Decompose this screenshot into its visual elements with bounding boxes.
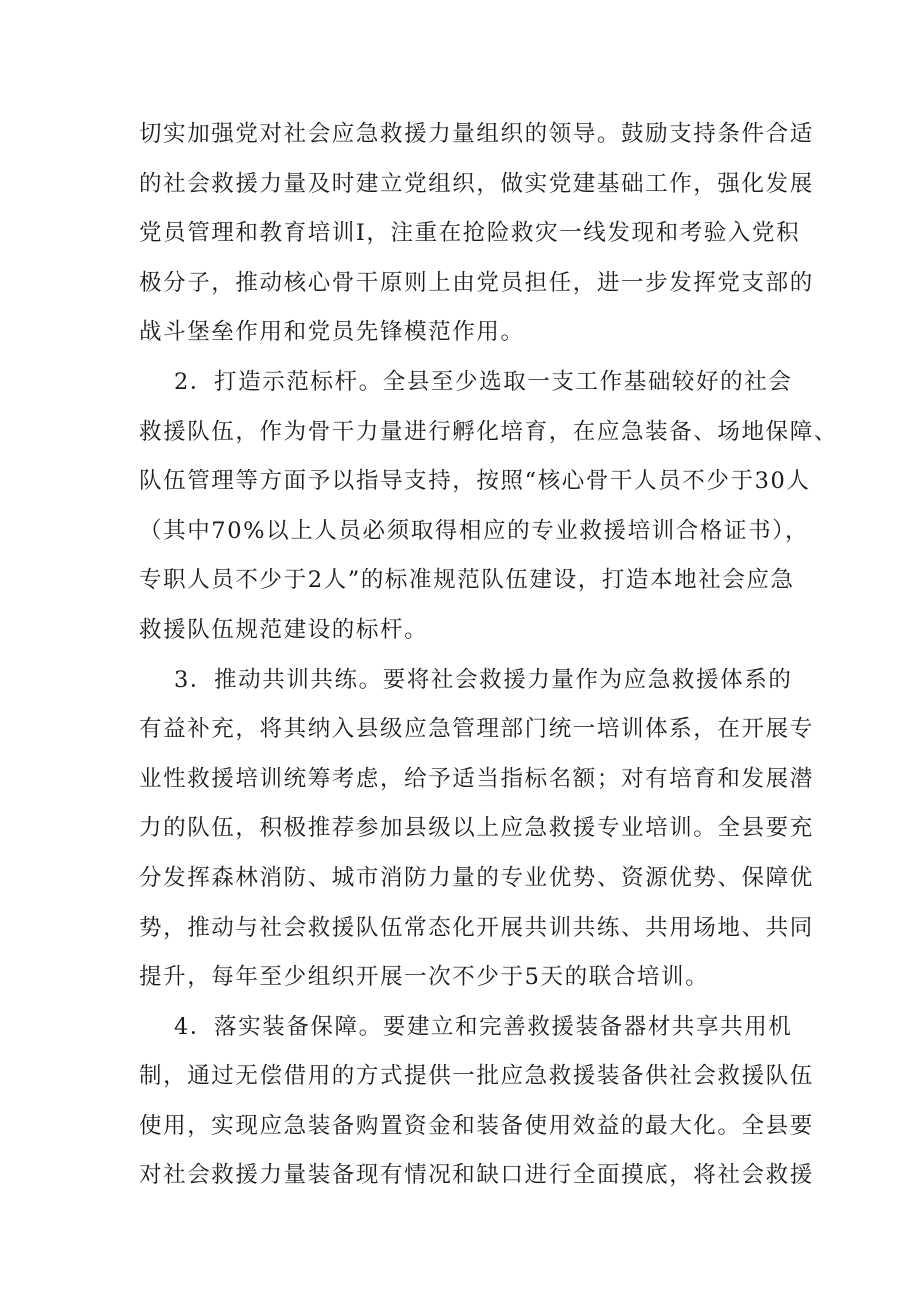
text-line: 业性救援培训统筹考虑，给予适当指标名额；对有培育和发展潜 <box>139 765 814 792</box>
paragraph-2-first-line: 2．打造示范标杆。全县至少选取一支工作基础较好的社会 <box>174 368 793 395</box>
text-line: 党员管理和教育培训I，注重在抢险救灾一线发现和考验入党积 <box>139 220 801 247</box>
text-line: 有益补充，将其纳入县级应急管理部门统一培训体系，在开展专 <box>139 716 814 743</box>
text-line: 使用，实现应急装备购置资金和装备使用效益的最大化。全县要 <box>139 1112 814 1139</box>
text-line: 极分子，推动核心骨干原则上由党员担任，进一步发挥党支部的 <box>139 269 814 296</box>
text-line: 的社会救援力量及时建立党组织，做实党建基础工作，强化发展 <box>139 170 814 197</box>
paragraph-3-first-line: 3．推动共训共练。要将社会救援力量作为应急救援体系的 <box>174 666 793 693</box>
text-line: 对社会救援力量装备现有情况和缺口进行全面摸底，将社会救援 <box>139 1162 814 1189</box>
text-line: 制，通过无偿借用的方式提供一批应急救援装备供社会救援队伍 <box>139 1063 814 1090</box>
body-text <box>139 110 838 1201</box>
text-line: 分发挥森林消防、城市消防力量的专业优势、资源优势、保障优 <box>139 864 814 891</box>
text-line: 切实加强党对社会应急救援力量组织的领导。鼓励支持条件合适 <box>139 121 814 147</box>
text-line: 战斗堡垒作用和党员先锋模范作用。 <box>139 319 525 346</box>
text-line: 势，推动与社会救援队伍常态化开展共训共练、共用场地、共同 <box>139 914 814 941</box>
text-line: 队伍管理等方面予以指导支持，按照“核心骨干人员不少于30人 <box>139 468 811 495</box>
paragraph-4-first-line: 4．落实装备保障。要建立和完善救援装备器材共享共用机 <box>174 1013 793 1040</box>
text-line: （其中70%以上人员必须取得相应的专业救援培训合格证书）， <box>139 517 810 544</box>
text-line: 力的队伍，积极推荐参加县级以上应急救援专业培训。全县要充 <box>139 815 814 842</box>
text-line: 救援队伍规范建设的标杆。 <box>139 616 429 643</box>
text-line: 救援队伍，作为骨干力量进行孵化培育，在应急装备、场地保障、 <box>139 418 838 445</box>
text-line: 专职人员不少于2人”的标准规范队伍建设，打造本地社会应急 <box>139 567 795 594</box>
text-line: 提升，每年至少组织开展一次不少于5天的联合培训。 <box>139 964 710 991</box>
